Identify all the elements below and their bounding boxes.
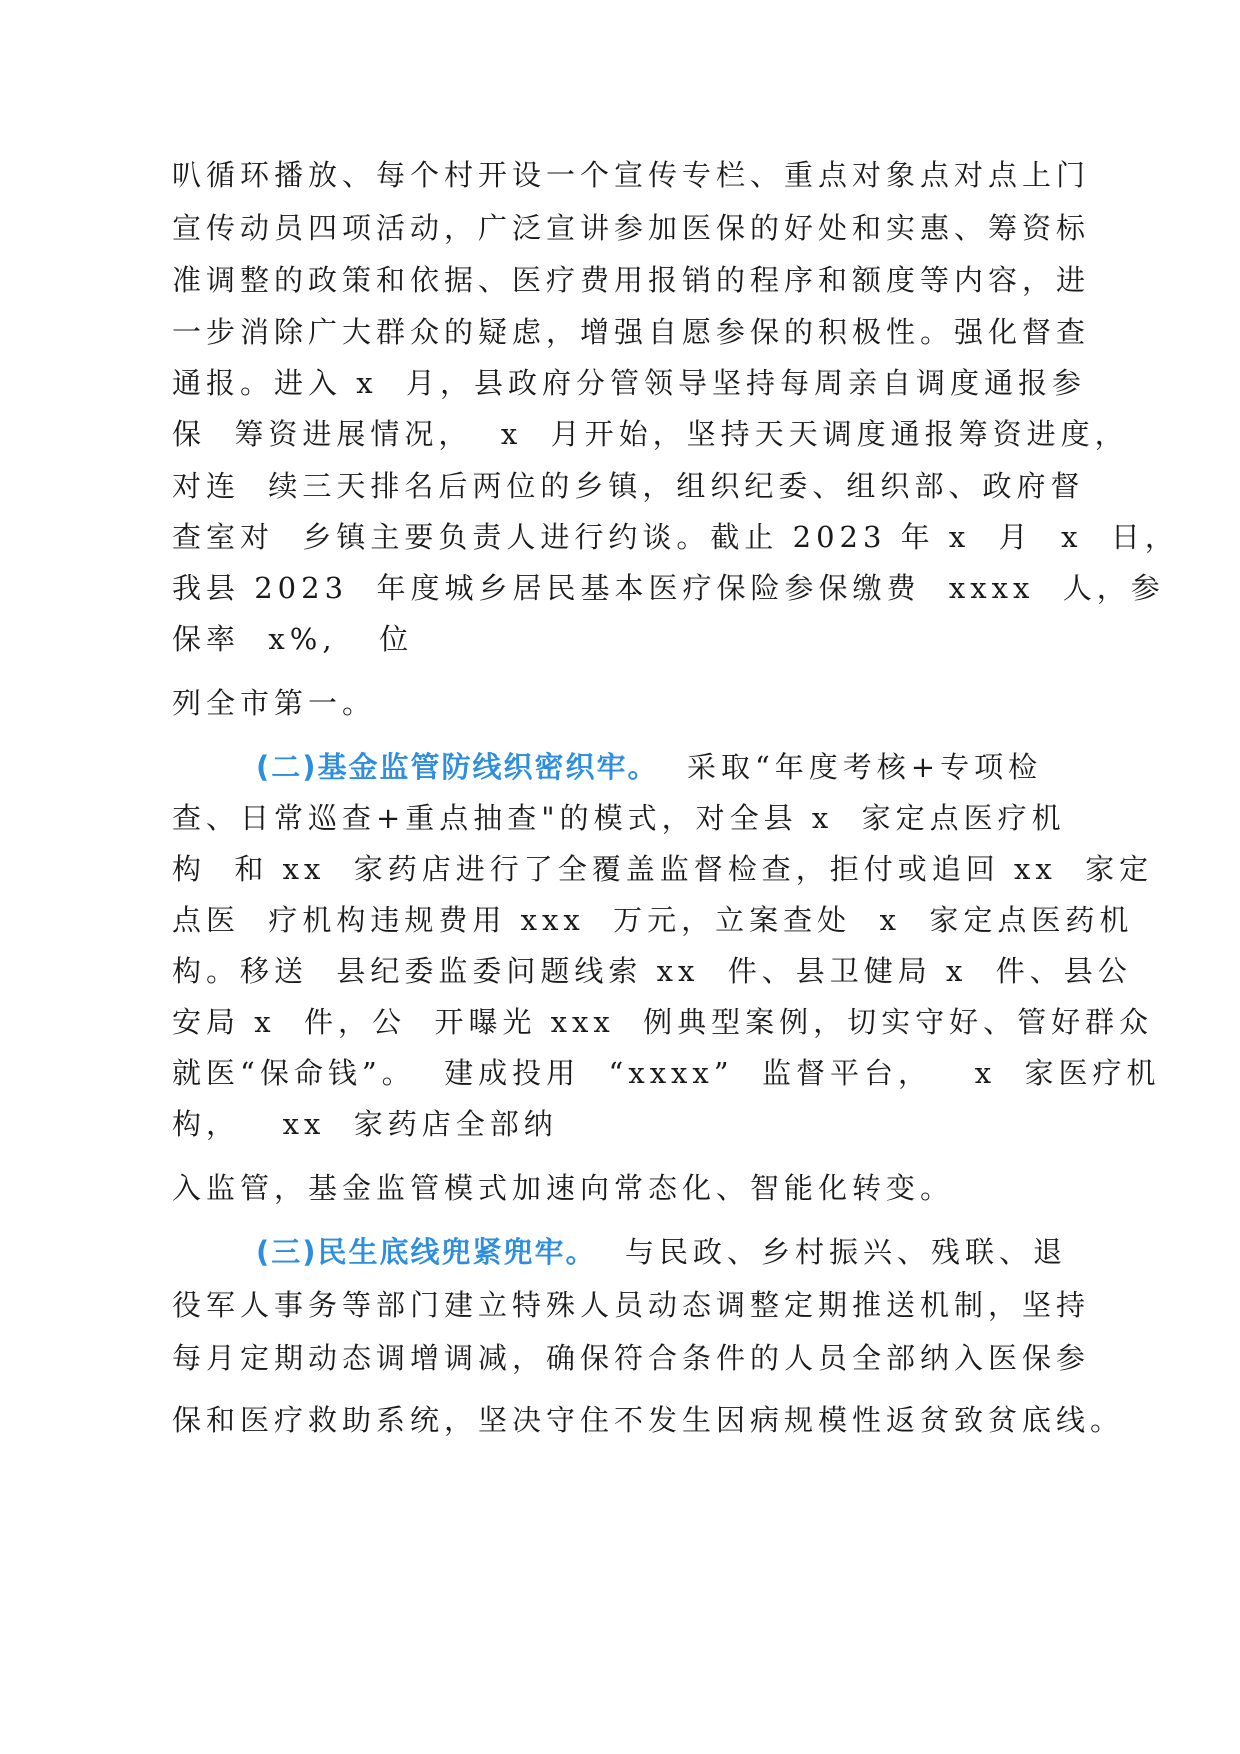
section-2-first-line-text: 采取“年度考核+专项检	[658, 750, 1043, 784]
paragraph-line: 保和医疗救助系统，坚决守住不发生因病规模性返贫致贫底线。	[172, 1403, 1125, 1437]
paragraph-line: 构， xx 家药店全部纳	[172, 1107, 558, 1141]
paragraph-line: 查室对 乡镇主要负责人进行约谈。截止 2023 年 x 月 x 日，	[172, 520, 1179, 554]
paragraph-line: 列全市第一。	[172, 686, 377, 720]
paragraph-line: 入监管，基金监管模式加速向常态化、智能化转变。	[172, 1171, 955, 1205]
paragraph-line: 我县 2023 年度城乡居民基本医疗保险参保缴费 xxxx 人，参	[172, 571, 1165, 605]
paragraph-line: 对连 续三天排名后两位的乡镇，组织纪委、组织部、政府督	[172, 469, 1085, 503]
section-2-heading: (二)基金监管防线织密织牢。	[256, 750, 659, 784]
paragraph-line: 宣传动员四项活动，广泛宣讲参加医保的好处和实惠、筹资标	[172, 211, 1091, 245]
paragraph-line: 通报。进入 x 月，县政府分管领导坚持每周亲自调度通报参	[172, 366, 1087, 400]
section-3-heading: (三)民生底线兜紧兜牢。	[256, 1235, 597, 1269]
paragraph-line: 构。移送 县纪委监委问题线索 xx 件、县卫健局 x 件、县公	[172, 954, 1132, 988]
paragraph-line: 保 筹资进展情况， x 月开始，坚持天天调度通报筹资进度，	[172, 417, 1129, 451]
paragraph-line: 保率 x%, 位	[172, 622, 414, 656]
paragraph-line: 一步消除广大群众的疑虑，增强自愿参保的积极性。强化督查	[172, 315, 1091, 349]
paragraph-line: 构 和 xx 家药店进行了全覆盖监督检查，拒付或追回 xx 家定	[172, 852, 1154, 886]
paragraph-line: 准调整的政策和依据、医疗费用报销的程序和额度等内容，进	[172, 263, 1091, 297]
paragraph-line: 役军人事务等部门建立特殊人员动态调整定期推送机制，坚持	[172, 1288, 1091, 1322]
paragraph-line: 就医“保命钱”。 建成投用 “xxxx” 监督平台， x 家医疗机	[172, 1056, 1161, 1090]
section-3-first-line-text: 与民政、乡村振兴、残联、退	[596, 1235, 1067, 1269]
paragraph-line: 安局 x 件，公 开曝光 xxx 例典型案例，切实守好、管好群众	[172, 1005, 1154, 1039]
paragraph-line: 点医 疗机构违规费用 xxx 万元，立案查处 x 家定点医药机	[172, 903, 1134, 937]
paragraph-line: 查、日常巡查+重点抽查"的模式，对全县 x 家定点医疗机	[172, 801, 1066, 835]
paragraph-line: 叭循环播放、每个村开设一个宣传专栏、重点对象点对点上门	[172, 158, 1091, 192]
paragraph-line: 每月定期动态调增调减，确保符合条件的人员全部纳入医保参	[172, 1341, 1091, 1375]
section-2-first-line	[256, 747, 1042, 787]
section-3-first-line	[256, 1232, 1067, 1272]
